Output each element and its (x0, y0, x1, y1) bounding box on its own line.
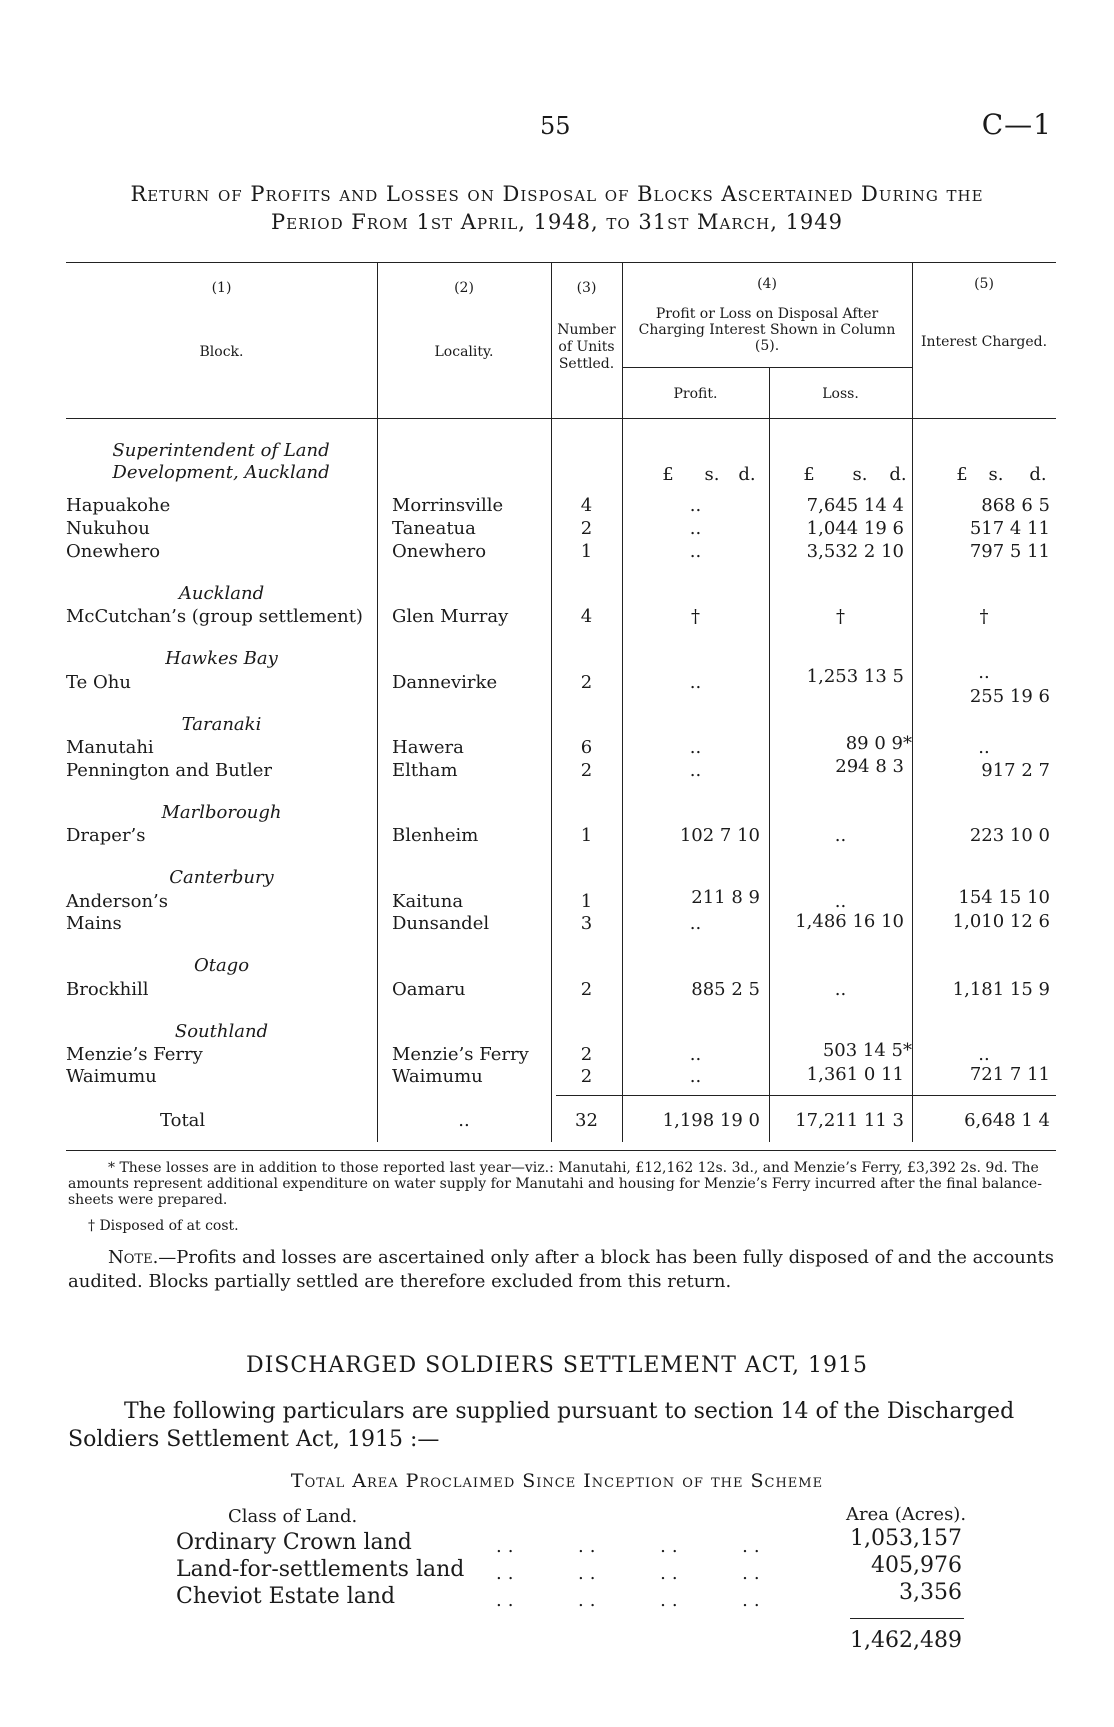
interest-value: 1,181 15 9 (952, 979, 1050, 1000)
units-settled: 2 (580, 518, 593, 539)
block-name: Anderson’s (66, 891, 168, 912)
total-profit: 1,198 19 0 (662, 1110, 760, 1131)
leader-dots: .. .. .. .. (496, 1590, 766, 1611)
table-header-rule (66, 418, 1056, 419)
land-area-total: 1,462,489 (850, 1628, 962, 1653)
unit-shillings: s. (704, 464, 720, 485)
profit-value: .. (689, 518, 702, 539)
col-num-2: (2) (454, 280, 474, 296)
total-interest: 6,648 1 4 (964, 1110, 1050, 1131)
footnote-star: * These losses are in addition to those reported last year—viz.: Manutahi, £12,162 12s. 3d., and Menzie’s Ferry, £3,392 2s. 9d. The amounts represent additional expenditure on water supply for Manutahi and housing for Menzie’s Ferry incurred after the final balance-sheets were prepared. (68, 1160, 1042, 1208)
units-settled: 4 (580, 495, 593, 516)
profit-value: .. (689, 1066, 702, 1087)
loss-value: 89 0 9* (845, 733, 912, 754)
note-paragraph (68, 1246, 1058, 1294)
total-locality: .. (458, 1110, 470, 1131)
group-heading: Superintendent of Land Development, Auckland (112, 440, 330, 483)
interest-value: 154 15 10 (958, 887, 1050, 908)
interest-value: .. (978, 1044, 990, 1065)
units-settled: 6 (580, 737, 593, 758)
profit-value: .. (689, 913, 702, 934)
locality: Dunsandel (392, 913, 490, 934)
col-num-3: (3) (576, 280, 597, 296)
unit-pence: d. (738, 464, 756, 485)
interest-value: 517 4 11 (969, 518, 1050, 539)
units-settled: 1 (580, 891, 593, 912)
profit-value: .. (689, 1044, 702, 1065)
header-locality: Locality. (434, 344, 494, 360)
profit-value: .. (689, 541, 702, 562)
block-name: Draper’s (66, 825, 146, 846)
unit-pence: d. (889, 464, 907, 485)
block-name: Waimumu (66, 1066, 157, 1087)
units-settled: 2 (580, 760, 593, 781)
loss-value: 1,486 16 10 (795, 911, 904, 932)
unit-pound: £ (803, 464, 815, 485)
land-area-value: 405,976 (871, 1553, 962, 1578)
locality: Eltham (392, 760, 458, 781)
page-number: 55 (540, 112, 571, 140)
profit-value: .. (689, 495, 702, 516)
locality: Onewhero (392, 541, 487, 562)
block-name: Te Ohu (66, 672, 131, 693)
leader-dots: .. .. .. .. (496, 1563, 766, 1584)
unit-pound: £ (662, 464, 674, 485)
units-settled: 4 (580, 606, 593, 627)
col-divider-2 (551, 262, 552, 1142)
total-loss: 17,211 11 3 (795, 1110, 904, 1131)
locality: Menzie’s Ferry (392, 1044, 529, 1065)
loss-value: 503 14 5* (822, 1040, 912, 1061)
land-area-value: 3,356 (899, 1580, 962, 1605)
locality: Blenheim (392, 825, 479, 846)
block-name: Brockhill (66, 979, 149, 1000)
table-title-line-2: Period From 1st April, 1948, to 31st March, 1949 (270, 210, 844, 234)
header-loss: Loss. (822, 386, 859, 402)
units-settled: 2 (580, 979, 593, 1000)
land-area-value: 1,053,157 (850, 1526, 962, 1551)
block-name: Pennington and Butler (66, 760, 273, 781)
interest-value: 797 5 11 (969, 541, 1050, 562)
dsa-intro: The following particulars are supplied pursuant to section 14 of the Discharged Soldiers Settlement Act, 1915 :— (68, 1399, 1015, 1452)
interest-value: .. (978, 662, 990, 683)
interest-value: 255 19 6 (969, 686, 1050, 707)
group-heading: Southland (174, 1021, 269, 1042)
land-class-label: Land-for-settlements land (176, 1557, 465, 1582)
header-interest: Interest Charged. (920, 334, 1048, 350)
header-profit: Profit. (673, 386, 718, 402)
loss-value: .. (834, 979, 847, 1000)
loss-value: † (836, 606, 845, 627)
locality: Oamaru (392, 979, 466, 1000)
profit-value: 211 8 9 (691, 887, 760, 908)
unit-shillings: s. (852, 464, 868, 485)
locality: Waimumu (392, 1066, 483, 1087)
dsa-subheading: Total Area Proclaimed Since Inception of the Scheme (290, 1470, 824, 1492)
col-num-4: (4) (757, 276, 777, 292)
col-class-of-land: Class of Land. (228, 1506, 358, 1527)
locality: Morrinsville (392, 495, 504, 516)
col-num-5: (5) (974, 276, 994, 292)
interest-value: 1,010 12 6 (952, 911, 1050, 932)
total-units: 32 (575, 1110, 598, 1131)
profit-value: 885 2 5 (691, 979, 760, 1000)
block-name: Onewhero (66, 541, 161, 562)
profit-value: † (691, 606, 700, 627)
block-name: Manutahi (66, 737, 154, 758)
locality: Taneatua (392, 518, 476, 539)
dsa-heading: DISCHARGED SOLDIERS SETTLEMENT ACT, 1915 (245, 1353, 869, 1378)
loss-value: 3,532 2 10 (806, 541, 904, 562)
group-heading: Hawkes Bay (165, 648, 278, 669)
loss-value: 1,044 19 6 (806, 518, 904, 539)
locality: Glen Murray (392, 606, 509, 627)
unit-pound: £ (956, 464, 968, 485)
block-name: McCutchan’s (group settlement) (66, 606, 363, 627)
interest-value: † (979, 606, 989, 627)
loss-value: 1,253 13 5 (806, 666, 904, 687)
units-settled: 3 (580, 913, 593, 934)
block-name: Nukuhou (66, 518, 150, 539)
table-top-rule (66, 262, 1056, 263)
col-num-1: (1) (211, 280, 232, 296)
interest-value: .. (978, 737, 990, 758)
locality: Kaituna (392, 891, 464, 912)
units-settled: 2 (580, 1066, 593, 1087)
total-label: Total (160, 1110, 206, 1131)
col-divider-1 (377, 262, 378, 1142)
land-class-label: Ordinary Crown land (176, 1530, 412, 1555)
interest-value: 868 6 5 (981, 495, 1050, 516)
profit-value: .. (689, 737, 702, 758)
interest-value: 721 7 11 (969, 1064, 1050, 1085)
block-name: Menzie’s Ferry (66, 1044, 203, 1065)
interest-value: 917 2 7 (981, 760, 1050, 781)
group-heading: Taranaki (181, 714, 262, 735)
units-settled: 1 (580, 541, 593, 562)
units-settled: 1 (580, 825, 593, 846)
group-heading: Auckland (178, 583, 265, 604)
locality: Hawera (392, 737, 464, 758)
table-title-line-1: Return of Profits and Losses on Disposal of Blocks Ascertained During the (130, 182, 984, 206)
loss-value: .. (834, 891, 847, 912)
note-text: —Profits and losses are ascertained only after a block has been fully disposed of and the accounts audited. Blocks partially settled are therefore excluded from this return. (68, 1247, 1054, 1292)
loss-value: 7,645 14 4 (806, 495, 904, 516)
group-heading: Otago (193, 955, 250, 976)
sum-rule (850, 1618, 964, 1619)
land-class-label: Cheviot Estate land (176, 1584, 396, 1609)
loss-value: 294 8 3 (835, 756, 904, 777)
block-name: Hapuakohe (66, 495, 171, 516)
note-label: Note. (108, 1247, 159, 1268)
group-heading: Canterbury (169, 867, 274, 888)
document-reference: C—1 (981, 108, 1052, 141)
profit-value: .. (689, 760, 702, 781)
unit-pence: d. (1029, 464, 1047, 485)
group-heading: Marlborough (161, 802, 282, 823)
header-profit-loss: Profit or Loss on Disposal After Charging Interest Shown in Column (5). (638, 306, 896, 354)
block-name: Mains (66, 913, 122, 934)
profit-value: .. (689, 672, 702, 693)
total-top-rule (556, 1095, 1056, 1096)
footnote-dagger: † Disposed of at cost. (88, 1218, 239, 1234)
col-area: Area (Acres). (846, 1504, 967, 1525)
loss-value: .. (834, 825, 847, 846)
units-settled: 2 (580, 672, 593, 693)
units-settled: 2 (580, 1044, 593, 1065)
locality: Dannevirke (392, 672, 498, 693)
profit-loss-subrule (622, 367, 912, 368)
table-bottom-rule (66, 1150, 1056, 1151)
profit-value: 102 7 10 (679, 825, 760, 846)
interest-value: 223 10 0 (969, 825, 1050, 846)
header-block: Block. (199, 344, 244, 360)
header-units: Number of Units Settled. (557, 322, 616, 372)
unit-shillings: s. (988, 464, 1004, 485)
loss-value: 1,361 0 11 (806, 1064, 904, 1085)
leader-dots: .. .. .. .. (496, 1536, 766, 1557)
